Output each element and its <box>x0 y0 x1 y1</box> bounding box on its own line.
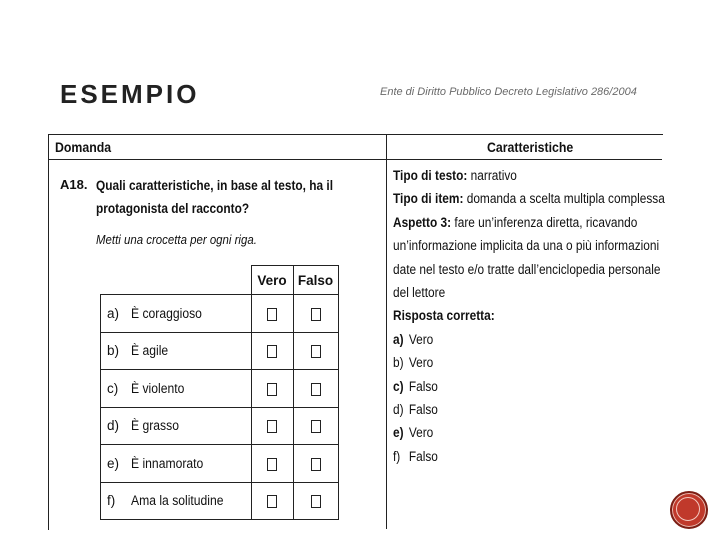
aspetto-text-3: date nel testo e/o tratte dall’enciclopedia personale <box>393 261 661 277</box>
option-letter: d) <box>107 418 120 434</box>
checkbox-falso[interactable] <box>311 420 321 433</box>
checkbox-vero[interactable] <box>267 495 277 508</box>
option-row <box>101 407 339 445</box>
options-table <box>100 265 339 520</box>
tipo-item-label: Tipo di item: <box>393 191 464 207</box>
option-row <box>101 370 339 408</box>
answer-item: f) Falso <box>393 448 438 464</box>
option-row <box>101 332 339 370</box>
option-label: È violento <box>131 380 185 396</box>
column-vero: Vero <box>251 266 293 295</box>
answer-item: e) Vero <box>393 425 434 441</box>
option-label: È agile <box>131 343 169 359</box>
answer-list <box>393 328 658 468</box>
aspetto-text-2: un’informazione implicita da una o più informazioni <box>393 238 660 254</box>
aspetto-text-4: del lettore <box>393 285 446 301</box>
tipo-item-value: domanda a scelta multipla complessa <box>466 191 665 207</box>
option-row <box>101 295 339 333</box>
page-heading: ESEMPIO <box>60 79 200 109</box>
aspetto-label: Aspetto 3: <box>393 214 452 230</box>
checkbox-vero[interactable] <box>267 345 277 358</box>
tipo-testo-value: narrativo <box>470 168 517 183</box>
checkbox-vero[interactable] <box>267 308 277 321</box>
header-divider <box>48 159 662 160</box>
option-letter: c) <box>107 380 119 396</box>
question-number: A18. <box>60 177 88 192</box>
checkbox-vero[interactable] <box>267 420 277 433</box>
question-text: Quali caratteristiche, in base al testo, ha il protagonista del racconto? <box>96 178 334 216</box>
option-letter: f) <box>107 493 116 509</box>
header-caratteristiche: Caratteristiche <box>487 139 574 155</box>
checkbox-vero[interactable] <box>267 383 277 396</box>
risposta-label: Risposta corretta: <box>393 308 495 324</box>
next-slide-button[interactable] <box>670 491 708 529</box>
option-label: È grasso <box>131 418 179 434</box>
checkbox-falso[interactable] <box>311 458 321 471</box>
option-label: È innamorato <box>131 455 204 471</box>
option-row <box>101 445 339 483</box>
source-note: Ente di Diritto Pubblico Decreto Legislativo 286/2004 <box>380 86 637 98</box>
column-divider <box>386 134 387 529</box>
answer-item: a) Vero <box>393 331 434 347</box>
checkbox-falso[interactable] <box>311 495 321 508</box>
characteristics-panel <box>393 164 665 468</box>
checkbox-vero[interactable] <box>267 458 277 471</box>
column-falso: Falso <box>293 266 338 295</box>
aspetto-text-1: fare un’inferenza diretta, ricavando <box>454 214 638 230</box>
option-label: Ama la solitudine <box>131 493 224 509</box>
answer-item: d) Falso <box>393 402 438 418</box>
tipo-testo-label: Tipo di testo: <box>393 168 468 183</box>
checkbox-falso[interactable] <box>311 345 321 358</box>
option-letter: b) <box>107 343 120 359</box>
answer-item: c) Falso <box>393 378 438 394</box>
option-letter: e) <box>107 455 120 471</box>
option-letter: a) <box>107 305 120 321</box>
header-domanda: Domanda <box>55 139 112 155</box>
checkbox-falso[interactable] <box>311 308 321 321</box>
checkbox-falso[interactable] <box>311 383 321 396</box>
answer-item: b) Vero <box>393 355 434 371</box>
question-instruction: Metti una crocetta per ogni riga. <box>96 232 257 247</box>
option-row <box>101 482 339 520</box>
option-label: È coraggioso <box>131 305 202 321</box>
